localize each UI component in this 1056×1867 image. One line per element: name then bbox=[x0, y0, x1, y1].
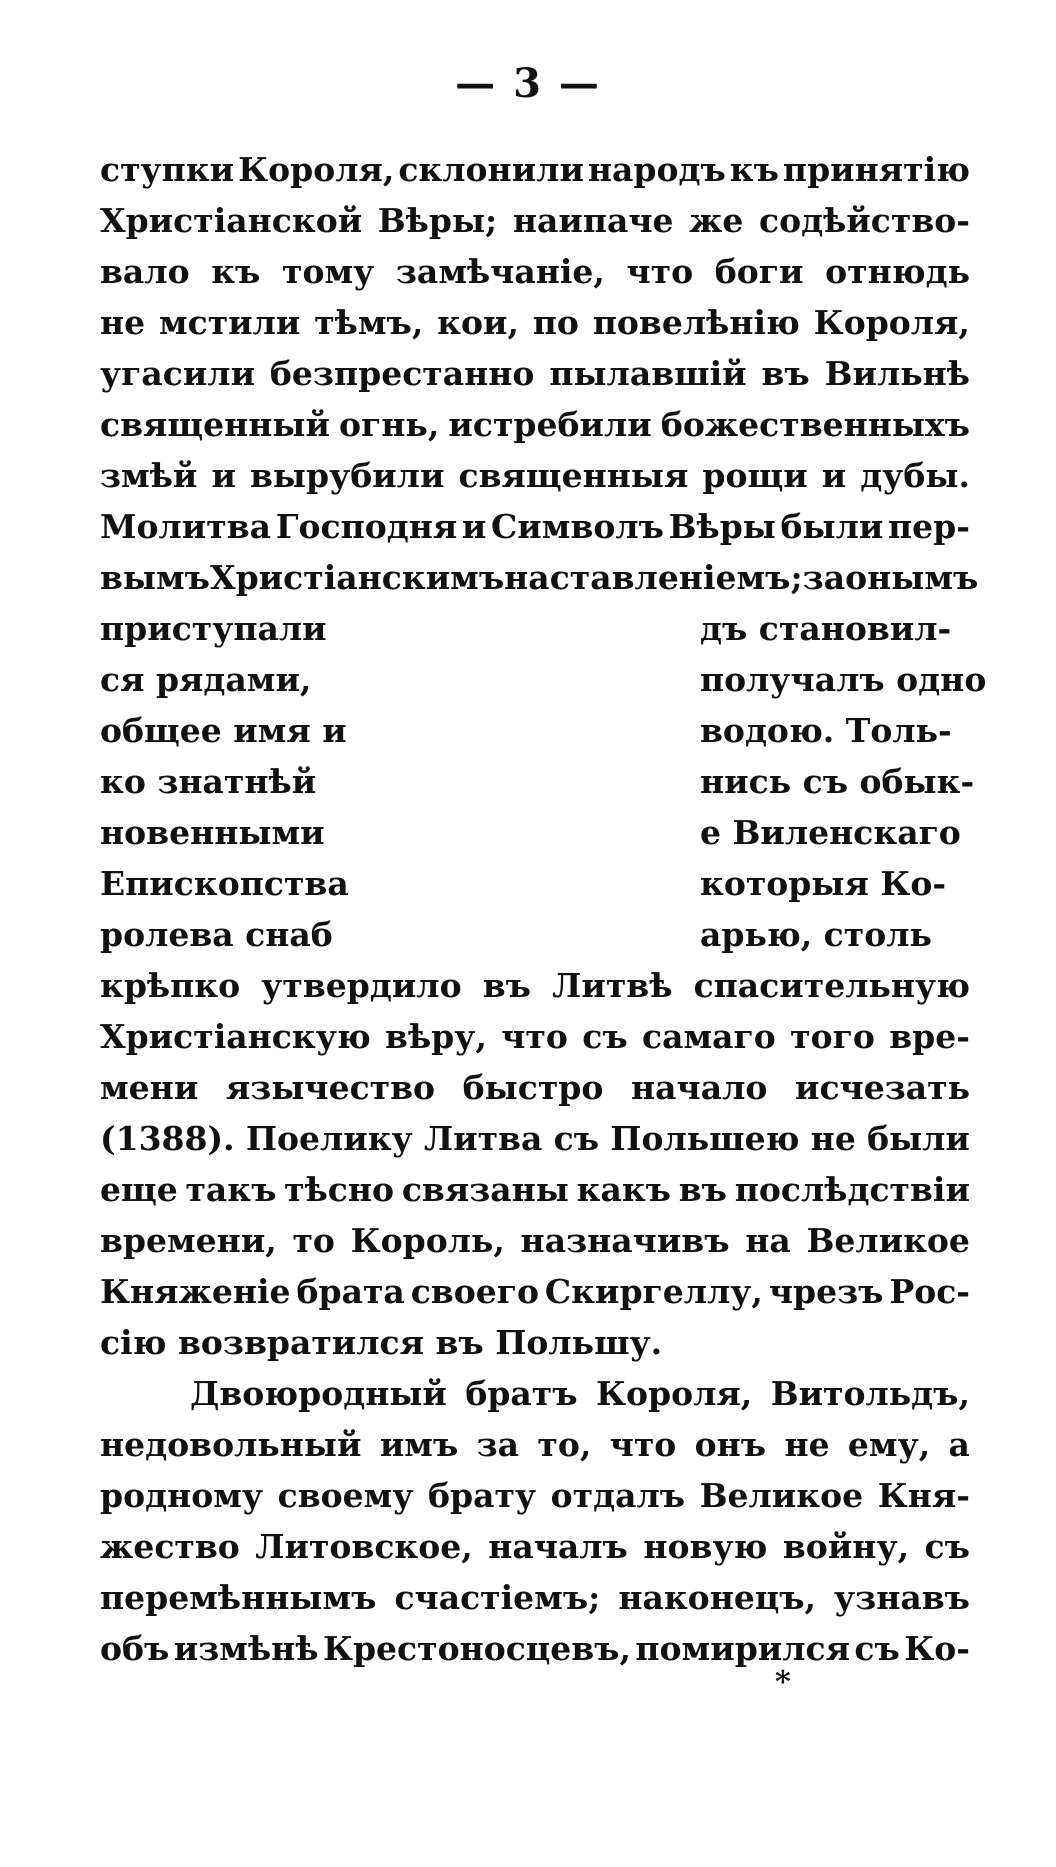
word: жество bbox=[100, 1527, 240, 1566]
word: что bbox=[609, 1425, 677, 1464]
word: связаны bbox=[401, 1170, 569, 1209]
text-line: сію возвратился въ Польшу. bbox=[100, 1323, 663, 1362]
word: за bbox=[802, 558, 846, 597]
text-line bbox=[100, 456, 970, 507]
word: съ bbox=[582, 1017, 628, 1056]
text-line bbox=[100, 405, 970, 456]
word: то, bbox=[537, 1425, 592, 1464]
word: брату bbox=[428, 1476, 537, 1515]
partial-line bbox=[100, 762, 975, 813]
word: Литовское, bbox=[255, 1527, 473, 1566]
word: на bbox=[745, 1221, 791, 1260]
text-line bbox=[100, 1272, 970, 1323]
word: пылавшій bbox=[549, 354, 747, 393]
partial-line-right: нись съ обык- bbox=[700, 762, 975, 801]
partial-line-right: которыя Ко- bbox=[700, 864, 947, 903]
partial-line bbox=[100, 609, 970, 660]
word: по bbox=[532, 303, 579, 342]
partial-line-right: дъ становил- bbox=[700, 609, 952, 648]
word: Вѣры bbox=[668, 507, 776, 546]
word: кои, bbox=[437, 303, 519, 342]
text-line bbox=[100, 558, 979, 609]
text-line bbox=[100, 507, 970, 558]
partial-line-left: общее имя и bbox=[100, 711, 347, 750]
word: и bbox=[461, 507, 487, 546]
word: замѣчаніе, bbox=[395, 252, 605, 291]
word: не bbox=[100, 303, 146, 342]
word: священныя bbox=[458, 456, 689, 495]
word: Христіанскую bbox=[100, 1017, 371, 1056]
word: Великое bbox=[699, 1476, 864, 1515]
partial-line bbox=[100, 711, 970, 762]
word: язычество bbox=[225, 1068, 436, 1107]
partial-line bbox=[100, 864, 970, 915]
word: брата bbox=[296, 1272, 405, 1311]
word: спасительную bbox=[693, 966, 970, 1005]
partial-line-right: арью, столь bbox=[700, 915, 932, 954]
word: были bbox=[780, 507, 884, 546]
partial-line-left: ко знатнѣй bbox=[100, 762, 317, 801]
word: началъ bbox=[488, 1527, 628, 1566]
word: народъ bbox=[587, 150, 726, 189]
word: Христіанскимъ bbox=[210, 558, 505, 597]
word: съ bbox=[553, 1119, 600, 1158]
word: боги bbox=[714, 252, 804, 291]
word: огнь, bbox=[339, 405, 440, 444]
word: исчезать bbox=[794, 1068, 970, 1107]
word: начало bbox=[631, 1068, 768, 1107]
partial-line-left: новенными bbox=[100, 813, 325, 852]
word: Короля, bbox=[238, 150, 395, 189]
word: въ bbox=[482, 966, 531, 1005]
word: ступки bbox=[100, 150, 235, 189]
word: Христіанской bbox=[100, 201, 363, 240]
word: наставленіемъ; bbox=[504, 558, 803, 597]
text-line bbox=[100, 1221, 970, 1272]
word: отдалъ bbox=[550, 1476, 686, 1515]
word: Вильнѣ bbox=[824, 354, 970, 393]
word: съ bbox=[854, 1629, 900, 1668]
word: перемѣннымъ bbox=[100, 1578, 377, 1617]
word: пер- bbox=[888, 507, 970, 546]
word: а bbox=[948, 1425, 970, 1464]
partial-line-right: водою. Толь- bbox=[700, 711, 952, 750]
word: угасили bbox=[100, 354, 256, 393]
word: тѣсно bbox=[284, 1170, 395, 1209]
word: измѣнѣ bbox=[173, 1629, 319, 1668]
word: содѣйство- bbox=[759, 201, 970, 240]
word: узнавъ bbox=[834, 1578, 970, 1617]
word: склонили bbox=[398, 150, 584, 189]
word: Польшею bbox=[610, 1119, 800, 1158]
word: объ bbox=[100, 1629, 170, 1668]
word: быстро bbox=[462, 1068, 604, 1107]
word: повелѣнію bbox=[592, 303, 800, 342]
word: мстили bbox=[158, 303, 301, 342]
page-number: — 3 — bbox=[455, 60, 601, 107]
word: и bbox=[211, 456, 236, 495]
word: Короля, bbox=[596, 1374, 753, 1413]
word: наипаче bbox=[512, 201, 674, 240]
word: помирился bbox=[635, 1629, 850, 1668]
word: онымъ bbox=[845, 558, 979, 597]
text-line bbox=[100, 252, 970, 303]
text-line bbox=[100, 1629, 970, 1680]
word: къ bbox=[729, 150, 779, 189]
word: то bbox=[292, 1221, 335, 1260]
word: Двоюродный bbox=[190, 1374, 447, 1413]
word: (1388). bbox=[100, 1119, 235, 1158]
word: истребили bbox=[448, 405, 652, 444]
word: еще bbox=[100, 1170, 178, 1209]
word: Господня bbox=[275, 507, 458, 546]
word: Король, bbox=[350, 1221, 505, 1260]
word: времени, bbox=[100, 1221, 277, 1260]
word: новую bbox=[643, 1527, 768, 1566]
text-line bbox=[100, 1017, 970, 1068]
word: Символъ bbox=[491, 507, 664, 546]
text-line bbox=[100, 1425, 970, 1476]
word: Рос- bbox=[889, 1272, 970, 1311]
word: своего bbox=[410, 1272, 539, 1311]
text-line bbox=[100, 201, 970, 252]
word: родному bbox=[100, 1476, 264, 1515]
word: принятію bbox=[782, 150, 970, 189]
word: вре- bbox=[889, 1017, 970, 1056]
word: Поелику bbox=[245, 1119, 413, 1158]
partial-line-left: приступали bbox=[100, 609, 327, 648]
text-line bbox=[100, 1068, 970, 1119]
text-line bbox=[100, 354, 970, 405]
word: тому bbox=[282, 252, 375, 291]
word: какъ bbox=[576, 1170, 671, 1209]
word: въ bbox=[761, 354, 810, 393]
word: въ bbox=[678, 1170, 727, 1209]
word: къ bbox=[211, 252, 261, 291]
text-line bbox=[100, 150, 970, 201]
text-line bbox=[100, 1527, 970, 1578]
word: Литвѣ bbox=[552, 966, 673, 1005]
word: онъ bbox=[694, 1425, 767, 1464]
word: назначивъ bbox=[520, 1221, 730, 1260]
word: дубы. bbox=[860, 456, 970, 495]
word: были bbox=[867, 1119, 970, 1158]
partial-line bbox=[100, 660, 987, 711]
word: мени bbox=[100, 1068, 199, 1107]
word: Молитва bbox=[100, 507, 272, 546]
word: крѣпко bbox=[100, 966, 241, 1005]
paragraph-first-line bbox=[100, 1374, 970, 1425]
signature-mark: * bbox=[775, 1665, 791, 1700]
word: тѣмъ, bbox=[314, 303, 424, 342]
word: вало bbox=[100, 252, 190, 291]
partial-line-left: Епископства bbox=[100, 864, 349, 903]
partial-line-right: е Виленскаго bbox=[700, 813, 961, 852]
word: недовольный bbox=[100, 1425, 362, 1464]
text-line bbox=[100, 1476, 970, 1527]
text-line bbox=[100, 1170, 970, 1221]
word: Литва bbox=[423, 1119, 543, 1158]
text-line bbox=[100, 303, 970, 354]
word: Витольдъ, bbox=[770, 1374, 970, 1413]
word: безпрестанно bbox=[269, 354, 535, 393]
word: такъ bbox=[185, 1170, 277, 1209]
word: своему bbox=[277, 1476, 414, 1515]
word: за bbox=[476, 1425, 520, 1464]
word: священный bbox=[100, 405, 330, 444]
word: божественныхъ bbox=[660, 405, 970, 444]
partial-line-left: ся рядами, bbox=[100, 660, 312, 699]
word: Крестоносцевъ, bbox=[322, 1629, 631, 1668]
word: Скиргеллу, bbox=[544, 1272, 763, 1311]
word: съ bbox=[924, 1527, 970, 1566]
word: не bbox=[810, 1119, 856, 1158]
word: того bbox=[790, 1017, 875, 1056]
word: отнюдь bbox=[825, 252, 970, 291]
word: Кня- bbox=[877, 1476, 970, 1515]
word: счастіемъ; bbox=[394, 1578, 601, 1617]
word: братъ bbox=[465, 1374, 578, 1413]
word: послѣдствіи bbox=[734, 1170, 970, 1209]
body-text bbox=[100, 150, 987, 1680]
text-line bbox=[100, 1578, 970, 1629]
word: Короля, bbox=[813, 303, 970, 342]
word: самаго bbox=[642, 1017, 776, 1056]
text-line bbox=[100, 966, 970, 1017]
word: ему, bbox=[847, 1425, 931, 1464]
word: вырубили bbox=[249, 456, 445, 495]
word: рощи bbox=[702, 456, 808, 495]
word: что bbox=[501, 1017, 568, 1056]
word: утвердило bbox=[261, 966, 462, 1005]
word: что bbox=[626, 252, 694, 291]
word: вымъ bbox=[100, 558, 210, 597]
partial-line bbox=[100, 813, 970, 864]
word: Княженіе bbox=[100, 1272, 291, 1311]
word: же bbox=[689, 201, 744, 240]
partial-line-left: ролева снаб bbox=[100, 915, 333, 954]
partial-line-right: получалъ одно bbox=[700, 660, 987, 699]
word: Вѣры; bbox=[377, 201, 498, 240]
word: и bbox=[821, 456, 847, 495]
word: Ко- bbox=[904, 1629, 970, 1668]
text-line bbox=[100, 1119, 970, 1170]
word: имъ bbox=[379, 1425, 459, 1464]
partial-line bbox=[100, 915, 970, 966]
word: вѣру, bbox=[385, 1017, 487, 1056]
word: войну, bbox=[782, 1527, 910, 1566]
word: не bbox=[784, 1425, 830, 1464]
word: наконецъ, bbox=[618, 1578, 817, 1617]
word: чрезъ bbox=[768, 1272, 884, 1311]
word: Великое bbox=[806, 1221, 970, 1260]
word: змѣй bbox=[100, 456, 198, 495]
